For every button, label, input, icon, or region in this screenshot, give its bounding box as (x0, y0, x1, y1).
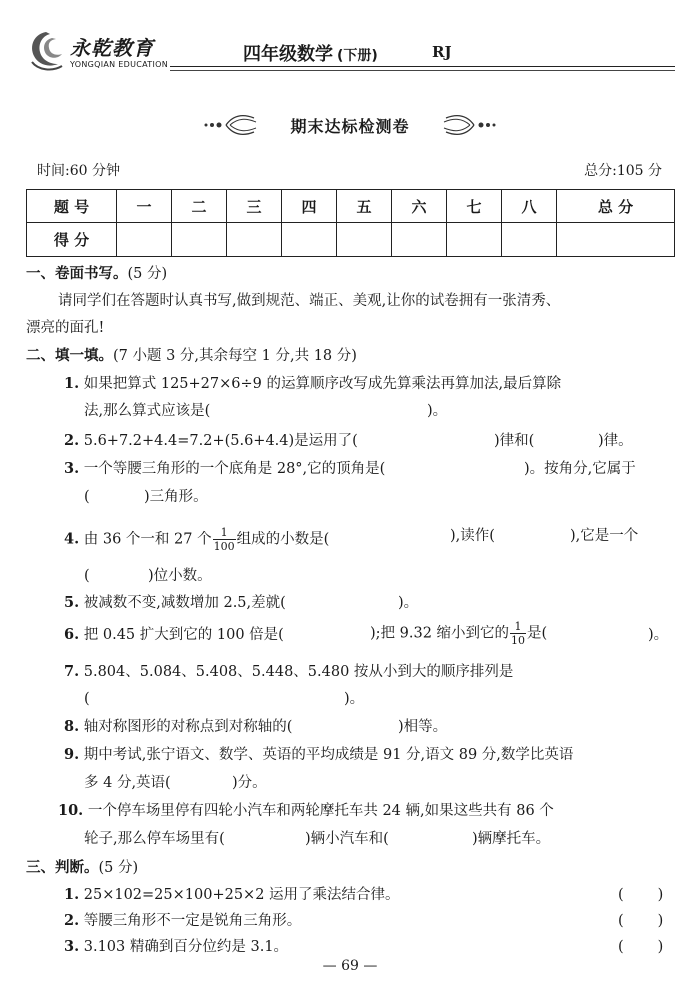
score-table-header-cell: 四 (282, 190, 337, 223)
question-number: 3. (64, 938, 80, 955)
fill-question-2 (64, 431, 358, 451)
answer-blank-text: )。按角分,它属于 (524, 461, 636, 477)
header-divider-thin (170, 70, 675, 71)
score-cell[interactable] (392, 223, 447, 257)
score-table-header-cell: 六 (392, 190, 447, 223)
book-title-text: 四年级数学 (243, 44, 333, 65)
paren-open: ( (618, 887, 624, 903)
score-cell[interactable] (282, 223, 337, 257)
answer-blank-open: ( (84, 489, 90, 505)
fill-question-4-line-1 (64, 526, 329, 553)
question-text: );把 9.32 缩小到它的 (370, 625, 510, 642)
fraction-numerator: 1 (213, 526, 236, 540)
question-number: 2. (64, 432, 80, 449)
question-text: 被减数不变,减数增加 2.5,差就( (83, 595, 286, 611)
book-title (243, 40, 378, 66)
answer-blank-text: )分。 (232, 775, 267, 791)
score-table-header-cell: 五 (337, 190, 392, 223)
fraction-numerator: 1 (510, 620, 526, 634)
score-table (26, 189, 675, 257)
ornament-right-icon (440, 110, 500, 140)
score-cell[interactable] (447, 223, 502, 257)
question-text: 期中考试,张宁语文、数学、英语的平均成绩是 91 分,语文 89 分,数学比英语 (83, 747, 574, 763)
fraction-denominator: 100 (213, 540, 235, 553)
answer-blank-text: ),它是一个 (570, 528, 639, 544)
exam-time: 时间:60 分钟 (37, 163, 120, 179)
answer-blank-text: )辆摩托车。 (472, 831, 551, 847)
fill-question-6 (64, 625, 284, 645)
question-number: 7. (64, 663, 80, 680)
score-cell[interactable] (337, 223, 392, 257)
judge-answer-blank[interactable] (618, 885, 663, 905)
judge-answer-blank[interactable] (618, 937, 663, 957)
score-cell[interactable] (227, 223, 282, 257)
paren-close: ) (657, 913, 664, 929)
question-number: 1. (64, 375, 80, 392)
question-number: 3. (64, 460, 80, 477)
answer-blank-text: ),读作( (450, 528, 495, 544)
section-1-text-line-2: 漂亮的面孔! (26, 320, 105, 336)
question-text: 一个停车场里停有四轮小汽车和两轮摩托车共 24 辆,如果这些共有 86 个 (87, 803, 554, 819)
question-text: 5.6+7.2+4.4=7.2+(5.6+4.4)是运用了( (83, 433, 358, 449)
question-number: 10. (58, 802, 84, 819)
fill-question-3-line-1 (64, 459, 385, 479)
paren-close: ) (657, 887, 664, 903)
fraction (213, 526, 236, 553)
fill-question-6-part-2 (370, 620, 547, 647)
fraction (510, 620, 526, 647)
exam-title: 期末达标检测卷 (290, 117, 410, 136)
judge-question-3 (64, 937, 288, 957)
score-table-header-cell: 一 (117, 190, 172, 223)
question-text: 25×102=25×100+25×2 运用了乘法结合律。 (83, 887, 400, 903)
answer-blank-text: )辆小汽车和( (305, 831, 389, 847)
section-2-heading (26, 346, 357, 366)
exam-title-block (200, 110, 500, 140)
fill-question-1-line-2: 法,那么算式应该是( (84, 403, 211, 419)
page-header (0, 0, 700, 80)
brand-logo (26, 28, 186, 76)
paren-open: ( (618, 913, 624, 929)
score-row-label: 得 分 (27, 223, 117, 257)
answer-blank-close: )。 (427, 403, 448, 419)
score-cell-total[interactable] (557, 223, 675, 257)
question-text: 5.804、5.084、5.408、5.448、5.480 按从小到大的顺序排列是 (83, 664, 514, 680)
answer-blank-open: ( (84, 691, 90, 707)
brand-name-cn: 永乾教育 (70, 36, 154, 60)
question-text: 是( (527, 625, 548, 642)
fill-question-8 (64, 717, 292, 737)
fill-question-10-line-1 (58, 801, 554, 821)
score-table-header-cell: 总 分 (557, 190, 675, 223)
header-divider (170, 66, 675, 67)
question-text: 等腰三角形不一定是锐角三角形。 (83, 913, 302, 929)
section-2-note: (7 小题 3 分,其余每空 1 分,共 18 分) (113, 348, 357, 364)
score-table-header-cell: 二 (172, 190, 227, 223)
section-1-heading (26, 264, 167, 284)
fill-question-7-line-1 (64, 662, 513, 682)
section-3-heading (26, 858, 138, 878)
score-table-header-cell: 七 (447, 190, 502, 223)
question-text: 一个等腰三角形的一个底角是 28°,它的顶角是( (83, 461, 386, 477)
question-number: 6. (64, 626, 80, 643)
score-cell[interactable] (117, 223, 172, 257)
book-volume: (下册) (337, 48, 378, 64)
question-number: 4. (64, 530, 80, 548)
section-2-title: 二、填一填。 (26, 348, 113, 364)
section-1-note: (5 分) (127, 266, 168, 282)
question-text: 3.103 精确到百分位约是 3.1。 (83, 939, 289, 955)
section-3-title: 三、判断。 (26, 860, 99, 876)
section-1-title: 一、卷面书写。 (26, 266, 128, 282)
question-number: 9. (64, 746, 80, 763)
answer-blank-close: )。 (344, 691, 365, 707)
score-table-header-cell: 三 (227, 190, 282, 223)
question-number: 8. (64, 718, 80, 735)
fill-question-5 (64, 593, 286, 613)
judge-question-1 (64, 885, 400, 905)
swirl-logo-icon (26, 28, 66, 72)
brand-name-en: YONGQIAN EDUCATION (70, 60, 169, 69)
score-cell[interactable] (502, 223, 557, 257)
score-table-score-row (27, 223, 675, 257)
answer-blank-text: )律。 (598, 433, 633, 449)
question-text: 由 36 个一和 27 个 (83, 531, 212, 548)
score-table-header-cell: 八 (502, 190, 557, 223)
question-text: 组成的小数是( (236, 531, 330, 548)
book-edition: RJ (432, 43, 452, 61)
answer-blank-close: )。 (648, 627, 669, 643)
score-table-header-cell: 题 号 (27, 190, 117, 223)
fill-question-9-line-1 (64, 745, 573, 765)
fill-question-9-line-2: 多 4 分,英语( (84, 775, 171, 791)
section-1-text-line-1: 请同学们在答题时认真书写,做到规范、端正、美观,让你的试卷拥有一张清秀、 (58, 293, 561, 309)
fill-question-1-line-1 (64, 374, 561, 394)
score-table-header-row (27, 190, 675, 223)
answer-blank-open: ( (84, 568, 90, 584)
judge-answer-blank[interactable] (618, 911, 663, 931)
paren-close: ) (657, 939, 664, 955)
question-number: 5. (64, 594, 80, 611)
question-text: 轴对称图形的对称点到对称轴的( (83, 719, 293, 735)
page-number: — 69 — (322, 958, 378, 974)
answer-blank-text: )律和( (494, 433, 535, 449)
fraction-denominator: 10 (511, 634, 526, 647)
question-number: 1. (64, 886, 80, 903)
fill-question-10-line-2: 轮子,那么停车场里有( (84, 831, 225, 847)
question-text: 如果把算式 125+27×6÷9 的运算顺序改写成先算乘法再算加法,最后算除 (83, 376, 562, 392)
paren-open: ( (618, 939, 624, 955)
question-number: 2. (64, 912, 80, 929)
answer-blank-text: )相等。 (398, 719, 448, 735)
question-text: 把 0.45 扩大到它的 100 倍是( (83, 627, 284, 643)
section-3-note: (5 分) (98, 860, 139, 876)
answer-blank-close: )。 (398, 595, 419, 611)
judge-question-2 (64, 911, 301, 931)
answer-blank-text: )位小数。 (148, 568, 212, 584)
answer-blank-text: )三角形。 (144, 489, 208, 505)
score-cell[interactable] (172, 223, 227, 257)
exam-total-score: 总分:105 分 (584, 163, 662, 179)
